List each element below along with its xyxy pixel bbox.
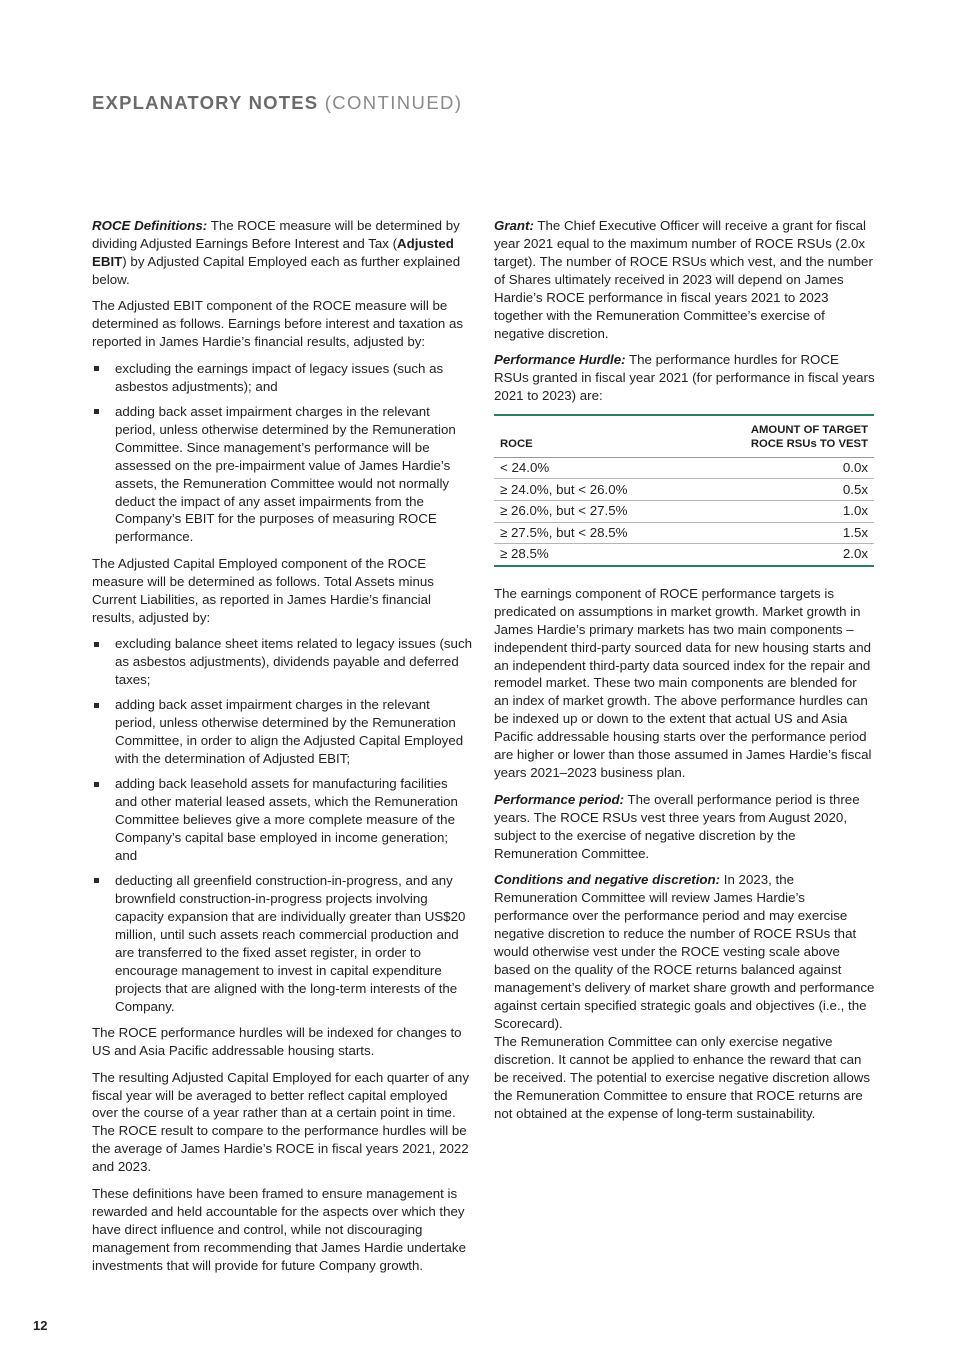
adjusted-ebit-paragraph: The Adjusted EBIT component of the ROCE measure will be determined as follows. Earnings before interest and taxation as reported in James Hardie’s financial results, adjusted by: [92, 298, 464, 350]
table-row [494, 500, 874, 522]
roce-definitions-text-b: ) by Adjusted Capital Employed each as further explained below. [92, 253, 461, 287]
performance-hurdle-label: Performance Hurdle: [494, 352, 626, 368]
roce-cell: ≥ 27.5%, but < 28.5% [494, 522, 691, 544]
roce-vesting-table [494, 414, 874, 567]
list-item: adding back asset impairment charges in the relevant period, unless otherwise determined by the Remuneration Committee, in order to align the Adjusted Capital Employed with the determination of Adjusted EBIT; [92, 696, 473, 768]
roce-definitions-text-a: The ROCE measure will be determined by dividing Adjusted Earnings Before Interest and Tax ( [92, 218, 460, 251]
roce-definitions-paragraph [92, 217, 473, 289]
list-item: adding back asset impairment charges in the relevant period, unless otherwise determined by the Remuneration Committee. Since management’s performance will be assessed on the pre-impairment value of James Hardie’s assets, the Remuneration Committee would not normally deduct the impact of any asset impairments from the Company’s EBIT for the purposes of measuring ROCE performance. [92, 403, 473, 547]
column-header-amount: AMOUNT OF TARGET ROCE RSUs TO VEST [691, 415, 874, 458]
column-header-roce: ROCE [494, 415, 691, 458]
header-title: EXPLANATORY NOTES [92, 92, 319, 113]
grant-text: The Chief Executive Officer will receive a grant for fiscal year 2021 equal to the maximum number of ROCE RSUs (2.0x target). The number of ROCE RSUs which vest, and the number of Shares ultimately received in 2023 will depend on James Hardie’s ROCE performance in fiscal years 2021 to 2023 together with the Remuneration Committee’s exercise of negative discretion. [494, 218, 873, 341]
amount-cell: 0.0x [691, 457, 874, 479]
roce-cell: < 24.0% [494, 457, 691, 479]
amount-cell: 1.0x [691, 500, 874, 522]
conditions-text-continued: The Remuneration Committee can only exercise negative discretion. It cannot be applied to enhance the reward that can be received. The potential to exercise negative discretion allows the Remuneration Committee to ensure that ROCE returns are not obtained at the expense of long-term sustainability. [494, 1033, 870, 1121]
framing-paragraph: These definitions have been framed to ensure management is rewarded and held accountable for the aspects over which they have direct influence and control, while not discouraging management from recommending that James Hardie undertake investments that will provide for future Company growth. [92, 1185, 466, 1273]
roce-cell: ≥ 28.5% [500, 546, 549, 562]
performance-period-text: The overall performance period is three years. The ROCE RSUs vest three years from August 2020, subject to the exercise of negative discretion by the Remuneration Committee. [494, 791, 860, 861]
grant-paragraph [494, 217, 875, 343]
amount-cell: 0.5x [691, 479, 874, 501]
page-number: 12 [33, 1318, 48, 1333]
table-row [494, 457, 874, 479]
list-item: excluding balance sheet items related to legacy issues (such as asbestos adjustments), dividends payable and deferred taxes; [92, 635, 473, 689]
indexing-paragraph: The ROCE performance hurdles will be indexed for changes to US and Asia Pacific addressable housing starts. [92, 1025, 462, 1058]
conditions-paragraph [494, 871, 875, 1122]
roce-definitions-label: ROCE Definitions: [92, 218, 208, 233]
roce-cell: ≥ 26.0%, but < 27.5% [494, 500, 691, 522]
amount-cell: 1.5x [691, 522, 874, 544]
adjusted-ebit-term: Adjusted EBIT [92, 235, 454, 269]
performance-hurdle-text: The performance hurdles for ROCE RSUs granted in fiscal year 2021 (for performance in fiscal years 2021 to 2023) are: [494, 352, 875, 404]
left-column [92, 217, 473, 1283]
list-item: excluding the earnings impact of legacy issues (such as asbestos adjustments); and [92, 360, 473, 396]
capital-adjustments-list [92, 635, 473, 1015]
table-row [494, 479, 874, 501]
conditions-label: Conditions and negative discretion: [494, 872, 721, 888]
right-column [494, 217, 875, 1131]
roce-cell: ≥ 24.0%, but < 26.0% [494, 479, 691, 501]
table-row [494, 544, 874, 566]
averaging-paragraph: The resulting Adjusted Capital Employed for each quarter of any fiscal year will be averaged to better reflect capital employed over the course of a year rather than at a certain point in time. The ROCE result to compare to the performance hurdles will be the average of James Hardie’s ROCE in fiscal years 2021, 2022 and 2023. [92, 1069, 469, 1175]
table-row [494, 522, 874, 544]
grant-label: Grant: [494, 218, 534, 233]
conditions-text: In 2023, the Remuneration Committee will review James Hardie’s performance over the performance period and may exercise negative discretion to reduce the number of ROCE RSUs that would otherwise vest under the ROCE vesting scale above based on the quality of the ROCE returns balanced against management’s delivery of market share growth and performance against certain specified strategic goals and objectives (i.e., the Scorecard). [494, 872, 875, 1031]
performance-period-label: Performance period: [494, 791, 625, 807]
adjusted-capital-paragraph: The Adjusted Capital Employed component of the ROCE measure will be determined as follows. Total Assets minus Current Liabilities, as reported in James Hardie’s financial results, adjusted by: [92, 555, 434, 625]
list-item: adding back leasehold assets for manufacturing facilities and other material leased assets, which the Remuneration Committee believes give a more complete measure of the Company’s capital base employed in income generation; and [92, 775, 473, 865]
header-subtitle: (CONTINUED) [324, 92, 463, 113]
amount-cell: 2.0x [842, 546, 868, 562]
ebit-adjustments-list [92, 360, 473, 547]
list-item: deducting all greenfield construction-in-progress, and any brownfield construction-in-progress projects involving capacity expansion that are individually greater than US$20 million, until such assets reach commercial production and are transferred to the fixed asset register, in order to encourage management to invest in capital expenditure projects that are aligned with the long-term interests of the Company. [92, 872, 473, 1016]
earnings-component-paragraph: The earnings component of ROCE performance targets is predicated on assumptions in market growth. Market growth in James Hardie’s primary markets has two main components – independent third-party sourced data for new housing starts and an independent third-party data sourced index for the repair and remodel market. These two main components are blended for an index of market growth. The above performance hurdles can be indexed up or down to the extent that actual US and Asia Pacific addressable housing starts over the performance period are higher or lower than those assumed in James Hardie’s fiscal years 2021–2023 business plan. [494, 585, 872, 781]
page-header [92, 92, 462, 114]
performance-hurdle-paragraph [494, 351, 875, 405]
table-header-row [494, 415, 874, 458]
performance-period-paragraph [494, 791, 875, 863]
